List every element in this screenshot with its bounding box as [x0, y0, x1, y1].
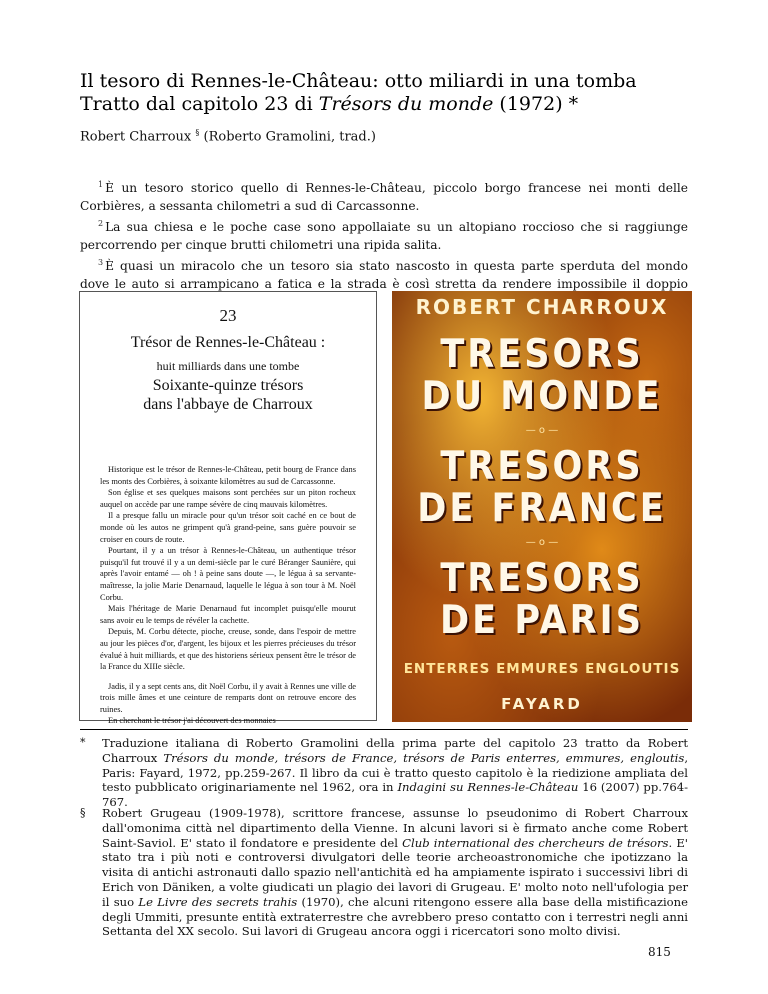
cover-publisher: FAYARD: [501, 695, 583, 713]
cover-title-line: DE FRANCE: [417, 486, 667, 531]
cover-title-line: DU MONDE: [421, 374, 663, 419]
cover-title-line: DE PARIS: [440, 598, 644, 643]
cover-title-line: TRESORS: [440, 332, 644, 377]
page-number: 815: [648, 945, 671, 959]
scan-paragraph: Il a presque fallu un miracle pour qu'un trésor soit caché en ce bout de monde où les autos ne grimpent qu'à grand-peine, sans guère pouvoir se croiser en cours de route.: [100, 511, 356, 544]
cover-subtitle: ENTERRES EMMURES ENGLOUTIS: [403, 661, 681, 677]
cover-author: ROBERT CHARROUX: [415, 295, 669, 319]
footnote-text: Robert Grugeau (1909-1978), scrittore francese, assunse lo pseudonimo di Robert Charroux dall'omonima città nel dipartimento della Vienne. In alcuni lavori si è firmato anche come Robert Saint-Saviol. E' stato il fondatore e presidente del Club international des chercheurs de trésors. E' stato tra i più noti e controversi divulgatori delle teorie archeoastronomiche che ipotizzano la visita di antichi astronauti dallo spazio nell'antichità ed ha ampiamente ispirato i successivi libri di Erich von Däniken, a volte giudicati un plagio dei lavori di Grugeau. E' molto noto nell'ufologia per il suo Le Livre des secrets trahis (1970), che alcuni ritengono essere alla base della mistificazione degli Ummiti, presunte entità extraterrestre che avrebbero preso contatto con i terrestri negli anni Settanta del XX secolo. Sui lavori di Grugeau ancora oggi i ricercatori sono molto divisi.: [102, 806, 688, 939]
scan-title-2: huit milliards dans une tombe: [156, 359, 300, 373]
cover-title-line: TRESORS: [440, 444, 644, 489]
translator: (Roberto Gramolini, trad.): [203, 129, 376, 145]
paragraph: $^1$ È un tesoro storico quello di Rennes-le-Château, piccolo borgo francese nei monti delle Corbières, a sessanta chilometri a sud di Carcassonne.: [80, 180, 688, 213]
author-line: [80, 128, 376, 144]
book-cover: [392, 291, 692, 722]
title-line-2: Tratto dal capitolo 23 di Trésors du monde (1972) *: [80, 93, 579, 115]
author-name: Robert Charroux: [80, 129, 192, 145]
footnote-mark: *: [80, 736, 86, 749]
paragraph: $^3$ È quasi un miracolo che un tesoro sia stato nascosto in questa parte sperduta del mondo dove le auto si arrampicano a fatica e la strada è così stretta da rendere impossibile il doppio: [80, 258, 688, 291]
article-title: [80, 70, 637, 116]
scan-paragraph: Pourtant, il y a un trésor à Rennes-le-Château, un authentique trésor puisqu'il fut trouvé il y a un demi-siècle par le curé Béranger Saunière, qui après l'avoir entamé — oh ! à peine sans doute —, le légua à sa servante-maîtresse, la jolie Marie Denarnaud, laquelle le légua à son tour à M. Noël Corbu.: [100, 546, 356, 602]
author-footnote-mark: §: [195, 128, 200, 137]
scan-chapter-number: 23: [219, 306, 237, 325]
footnote: [80, 806, 688, 939]
scan-paragraph: Historique est le trésor de Rennes-le-Château, petit bourg de France dans les monts des Corbières, à soixante kilomètres au sud de Carcassonne.: [100, 465, 356, 486]
scan-paragraph: Depuis, M. Corbu détecte, pioche, creuse, sonde, dans l'espoir de mettre au jour les pièces d'or, d'argent, les bijoux et les pierres précieuses du trésor évalué à huit milliards, et que des historiens sérieux pensent être le trésor de la France du XIIIe siècle.: [100, 627, 356, 672]
scan-paragraph: Son église et ses quelques maisons sont perchées sur un piton rocheux auquel on accède par une rampe sévère de cinq mauvais kilomètres.: [100, 488, 356, 509]
scan-paragraph: Jadis, il y a sept cents ans, dit Noël Corbu, il y avait à Rennes une ville de trois mille âmes et une ceinture de remparts dont on retrouve encore des ruines.: [100, 681, 356, 714]
paragraph: $^2$ La sua chiesa e le poche case sono appollaiate su un altopiano roccioso che si raggiunge percorrendo per cinque brutti chilometri una ripida salita.: [80, 219, 688, 252]
cover-separator: — o —: [525, 425, 559, 436]
title-line-1: Il tesoro di Rennes-le-Château: otto miliardi in una tomba: [80, 70, 637, 92]
scan-title-3: Soixante-quinze trésors dans l'abbaye de Charroux: [143, 377, 313, 413]
cover-separator: — o —: [525, 537, 559, 548]
footnote-mark: §: [80, 806, 86, 819]
footnote: [80, 736, 688, 810]
scan-paragraph: Mais l'héritage de Marie Denarnaud fut incomplet puisqu'elle mourut sans avoir eu le temps de révéler la cachette.: [100, 604, 356, 625]
cover-title-line: TRESORS: [440, 556, 644, 601]
scan-title-1: Trésor de Rennes-le-Château :: [130, 334, 326, 351]
scanned-book-page: [79, 291, 377, 726]
scan-paragraph: En cherchant le trésor j'ai découvert des monnaies: [108, 716, 276, 726]
footnote-divider: [80, 729, 688, 730]
footnote-text: Traduzione italiana di Roberto Gramolini della prima parte del capitolo 23 tratto da Robert Charroux Trésors du monde, trésors de France, trésors de Paris enterres, emmures, engloutis, Paris: Fayard, 1972, pp.259-267. Il libro da cui è tratto questo capitolo è la riedizione ampliata del testo pubblicato originariamente nel 1962, ora in Indagini su Rennes-le-Château 16 (2007) pp.764-767.: [102, 736, 688, 810]
scan-text: [100, 464, 356, 727]
